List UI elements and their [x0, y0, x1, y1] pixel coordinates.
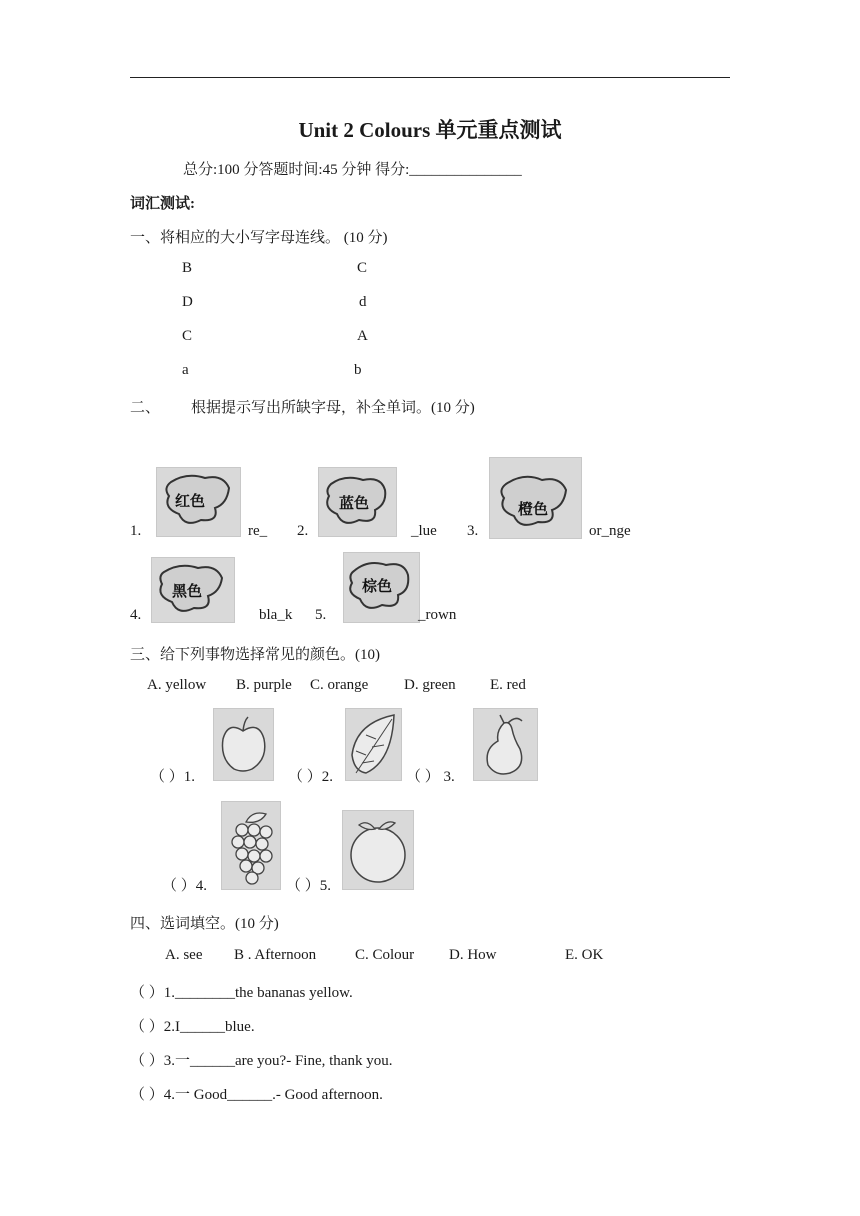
vocab-heading: 词汇测试: — [130, 196, 195, 212]
s2-item5-label: 棕色 — [362, 577, 393, 595]
s1-left-3: C — [182, 328, 193, 344]
section3-heading: 三、给下列事物选择常见的颜色。(10) — [130, 647, 380, 663]
s2-item1-num: 1. — [130, 523, 142, 539]
s4-item-4: （ ）4.一 Good______.- Good afternoon. — [130, 1087, 383, 1103]
s2-item3-num: 3. — [467, 523, 479, 539]
red-blob-image — [156, 467, 241, 537]
s2-item2-word: _lue — [411, 523, 437, 539]
pear-icon — [473, 708, 538, 781]
score-line: 总分:100 分答题时间:45 分钟 得分:_______________ — [183, 162, 522, 178]
s1-right-4: b — [354, 362, 362, 378]
orange-blob-image — [489, 457, 582, 539]
s4-option-e: E. OK — [565, 947, 604, 963]
s1-left-4: a — [182, 362, 189, 378]
black-blob-image — [151, 557, 235, 623]
s2-item4-num: 4. — [130, 607, 142, 623]
s2-item4-word: bla_k — [259, 607, 293, 623]
s3-option-b: B. purple — [236, 677, 292, 693]
s3-item3-label: （ ） 3. — [406, 769, 455, 785]
s4-item-1: （ ）1.________the bananas yellow. — [130, 985, 353, 1001]
s2-item1-word: re_ — [248, 523, 268, 539]
s3-option-c: C. orange — [310, 677, 369, 693]
s4-option-b: B . Afternoon — [234, 947, 317, 963]
s1-right-2: d — [359, 294, 367, 310]
s2-item2-label: 蓝色 — [339, 494, 370, 512]
s4-option-c: C. Colour — [355, 947, 415, 963]
page-title: Unit 2 Colours 单元重点测试 — [298, 118, 562, 142]
s3-item1-label: （ ）1. — [150, 769, 196, 785]
s4-option-a: A. see — [165, 947, 203, 963]
s2-item5-num: 5. — [315, 607, 327, 623]
section2-heading-num: 二、 — [130, 400, 161, 416]
s4-option-d: D. How — [449, 947, 497, 963]
s1-left-1: B — [182, 260, 193, 276]
s3-option-a: A. yellow — [147, 677, 207, 693]
s3-option-e: E. red — [490, 677, 526, 693]
apple-icon — [213, 708, 274, 781]
s2-item1-label: 红色 — [175, 492, 206, 510]
s2-item5-word: _rown — [418, 607, 457, 623]
blue-blob-image — [318, 467, 397, 537]
leaf-icon — [345, 708, 402, 781]
orange-icon — [342, 810, 414, 890]
s3-item4-label: （ ）4. — [162, 878, 208, 894]
s2-item2-num: 2. — [297, 523, 309, 539]
s4-item-3: （ ）3.一______are you?- Fine, thank you. — [130, 1053, 393, 1069]
s1-left-2: D — [182, 294, 193, 310]
s2-item3-label: 橙色 — [518, 500, 549, 518]
section2-heading: 根据提示写出所缺字母，补全单词。(10 分) — [191, 400, 475, 416]
s1-right-3: A — [357, 328, 368, 344]
s3-item5-label: （ ）5. — [286, 878, 332, 894]
s2-item3-word: or_nge — [589, 523, 631, 539]
section4-heading: 四、选词填空。(10 分) — [130, 916, 279, 932]
s3-item2-label: （ ）2. — [288, 769, 334, 785]
brown-blob-image — [343, 552, 420, 623]
s2-item4-label: 黑色 — [172, 582, 203, 600]
s4-item-2: （ ）2.I______blue. — [130, 1019, 255, 1035]
top-rule — [130, 77, 730, 78]
s3-option-d: D. green — [404, 677, 456, 693]
section1-heading: 一、将相应的大小写字母连线。 (10 分) — [130, 230, 388, 246]
s1-right-1: C — [357, 260, 368, 276]
grapes-icon — [221, 801, 281, 890]
